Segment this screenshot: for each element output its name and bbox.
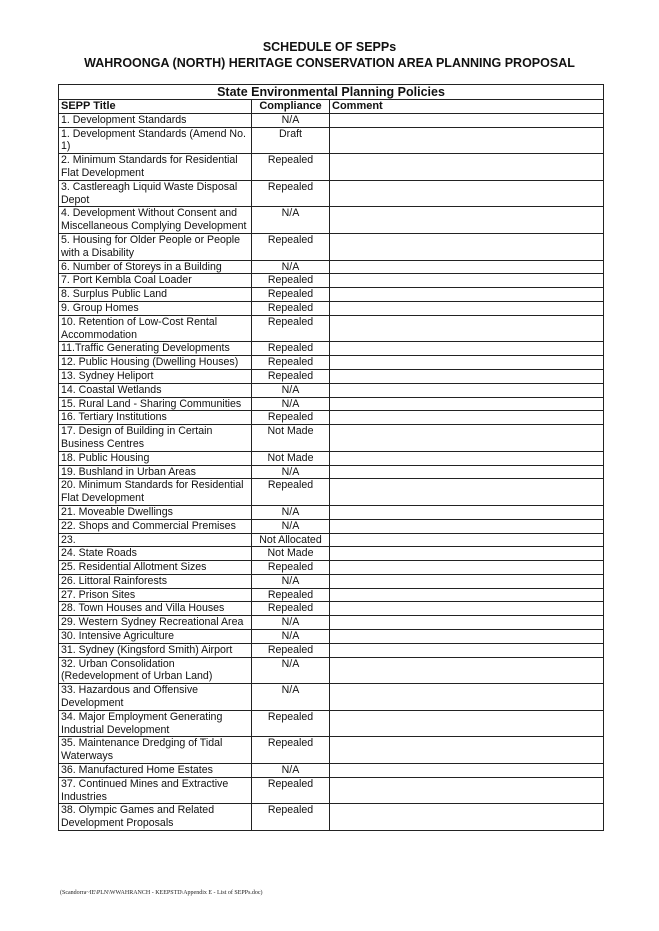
comment-cell	[330, 342, 604, 356]
sepp-title-cell: 38. Olympic Games and Related Development Proposals	[59, 804, 252, 831]
compliance-cell: N/A	[252, 657, 330, 684]
compliance-cell: Repealed	[252, 411, 330, 425]
sepp-title-cell: 31. Sydney (Kingsford Smith) Airport	[59, 643, 252, 657]
compliance-cell: Repealed	[252, 274, 330, 288]
comment-cell	[330, 154, 604, 181]
comment-cell	[330, 425, 604, 452]
compliance-cell: N/A	[252, 616, 330, 630]
table-row	[59, 233, 604, 260]
table-row	[59, 588, 604, 602]
table-row	[59, 342, 604, 356]
table-row	[59, 684, 604, 711]
sepp-title-cell: 22. Shops and Commercial Premises	[59, 519, 252, 533]
compliance-cell: N/A	[252, 574, 330, 588]
comment-cell	[330, 113, 604, 127]
sepp-title-cell: 11.Traffic Generating Developments	[59, 342, 252, 356]
sepp-title-cell: 14. Coastal Wetlands	[59, 383, 252, 397]
comment-cell	[330, 643, 604, 657]
compliance-cell: Repealed	[252, 479, 330, 506]
compliance-cell: Repealed	[252, 301, 330, 315]
table-row	[59, 804, 604, 831]
comment-cell	[330, 274, 604, 288]
sepp-title-cell: 16. Tertiary Institutions	[59, 411, 252, 425]
table-row	[59, 602, 604, 616]
document-subtitle: WAHROONGA (NORTH) HERITAGE CONSERVATION AREA PLANNING PROPOSAL	[84, 56, 575, 70]
compliance-cell: Repealed	[252, 777, 330, 804]
table-row	[59, 519, 604, 533]
compliance-cell: Repealed	[252, 602, 330, 616]
table-row	[59, 643, 604, 657]
comment-cell	[330, 588, 604, 602]
header-compliance: Compliance	[252, 100, 330, 114]
comment-cell	[330, 260, 604, 274]
table-row	[59, 547, 604, 561]
comment-cell	[330, 519, 604, 533]
table-row	[59, 154, 604, 181]
table-row	[59, 657, 604, 684]
table-row	[59, 113, 604, 127]
sepp-title-cell: 20. Minimum Standards for Residential Flat Development	[59, 479, 252, 506]
comment-cell	[330, 356, 604, 370]
comment-cell	[330, 710, 604, 737]
sepp-title-cell: 18. Public Housing	[59, 451, 252, 465]
sepp-title-cell: 33. Hazardous and Offensive Development	[59, 684, 252, 711]
compliance-cell: Repealed	[252, 561, 330, 575]
table-row	[59, 737, 604, 764]
compliance-cell: N/A	[252, 505, 330, 519]
sepp-title-cell: 12. Public Housing (Dwelling Houses)	[59, 356, 252, 370]
sepp-title-cell: 21. Moveable Dwellings	[59, 505, 252, 519]
comment-cell	[330, 315, 604, 342]
sepp-title-cell: 36. Manufactured Home Estates	[59, 764, 252, 778]
sepp-title-cell: 32. Urban Consolidation (Redevelopment of Urban Land)	[59, 657, 252, 684]
compliance-cell: N/A	[252, 630, 330, 644]
compliance-cell: Draft	[252, 127, 330, 154]
compliance-cell: N/A	[252, 207, 330, 234]
compliance-cell: Repealed	[252, 288, 330, 302]
sepp-title-cell: 24. State Roads	[59, 547, 252, 561]
sepp-title-cell: 3. Castlereagh Liquid Waste Disposal Depot	[59, 180, 252, 207]
sepp-title-cell: 13. Sydney Heliport	[59, 369, 252, 383]
sepp-title-cell: 6. Number of Storeys in a Building	[59, 260, 252, 274]
sepp-table	[58, 84, 604, 831]
compliance-cell: Not Allocated	[252, 533, 330, 547]
comment-cell	[330, 547, 604, 561]
sepp-title-cell: 29. Western Sydney Recreational Area	[59, 616, 252, 630]
sepp-title-cell: 8. Surplus Public Land	[59, 288, 252, 302]
comment-cell	[330, 451, 604, 465]
table-row	[59, 383, 604, 397]
sepp-title-cell: 1. Development Standards	[59, 113, 252, 127]
table-row	[59, 710, 604, 737]
table-row	[59, 425, 604, 452]
table-row	[59, 356, 604, 370]
compliance-cell: Repealed	[252, 588, 330, 602]
compliance-cell: Repealed	[252, 233, 330, 260]
header-comment: Comment	[330, 100, 604, 114]
sepp-title-cell: 9. Group Homes	[59, 301, 252, 315]
compliance-cell: N/A	[252, 764, 330, 778]
comment-cell	[330, 288, 604, 302]
footer-file-path: (Scandorra~IE\PLN\WWAHRANCH - KEEPSTD\Appendix E - List of SEPPs.doc)	[60, 890, 263, 896]
comment-cell	[330, 233, 604, 260]
compliance-cell: Repealed	[252, 356, 330, 370]
compliance-cell: N/A	[252, 397, 330, 411]
sepp-title-cell: 1. Development Standards (Amend No. 1)	[59, 127, 252, 154]
compliance-cell: Not Made	[252, 425, 330, 452]
sepp-title-cell: 30. Intensive Agriculture	[59, 630, 252, 644]
sepp-title-cell: 37. Continued Mines and Extractive Industries	[59, 777, 252, 804]
table-row	[59, 315, 604, 342]
comment-cell	[330, 602, 604, 616]
compliance-cell: N/A	[252, 519, 330, 533]
document-title: SCHEDULE OF SEPPs	[262, 40, 397, 54]
comment-cell	[330, 561, 604, 575]
sepp-title-cell: 25. Residential Allotment Sizes	[59, 561, 252, 575]
compliance-cell: Repealed	[252, 342, 330, 356]
sepp-title-cell: 23.	[59, 533, 252, 547]
comment-cell	[330, 207, 604, 234]
compliance-cell: N/A	[252, 684, 330, 711]
table-row	[59, 127, 604, 154]
sepp-title-cell: 7. Port Kembla Coal Loader	[59, 274, 252, 288]
comment-cell	[330, 657, 604, 684]
table-row	[59, 505, 604, 519]
compliance-cell: Not Made	[252, 547, 330, 561]
sepp-title-cell: 28. Town Houses and Villa Houses	[59, 602, 252, 616]
comment-cell	[330, 616, 604, 630]
comment-cell	[330, 630, 604, 644]
comment-cell	[330, 397, 604, 411]
comment-cell	[330, 411, 604, 425]
sepp-title-cell: 15. Rural Land - Sharing Communities	[59, 397, 252, 411]
comment-cell	[330, 180, 604, 207]
sepp-title-cell: 5. Housing for Older People or People with a Disability	[59, 233, 252, 260]
table-row	[59, 260, 604, 274]
compliance-cell: N/A	[252, 383, 330, 397]
compliance-cell: N/A	[252, 113, 330, 127]
comment-cell	[330, 764, 604, 778]
table-row	[59, 180, 604, 207]
compliance-cell: Repealed	[252, 180, 330, 207]
compliance-cell: N/A	[252, 260, 330, 274]
comment-cell	[330, 369, 604, 383]
compliance-cell: Repealed	[252, 315, 330, 342]
table-row	[59, 616, 604, 630]
sepp-title-cell: 17. Design of Building in Certain Business Centres	[59, 425, 252, 452]
table-caption: State Environmental Planning Policies	[59, 85, 604, 100]
sepp-title-cell: 2. Minimum Standards for Residential Flat Development	[59, 154, 252, 181]
comment-cell	[330, 383, 604, 397]
table-row	[59, 561, 604, 575]
header-sepp-title: SEPP Title	[59, 100, 252, 114]
sepp-title-cell: 34. Major Employment Generating Industrial Development	[59, 710, 252, 737]
table-row	[59, 274, 604, 288]
sepp-title-cell: 4. Development Without Consent and Miscellaneous Complying Development	[59, 207, 252, 234]
table-row	[59, 451, 604, 465]
table-row	[59, 301, 604, 315]
comment-cell	[330, 127, 604, 154]
table-row	[59, 479, 604, 506]
compliance-cell: N/A	[252, 465, 330, 479]
sepp-title-cell: 26. Littoral Rainforests	[59, 574, 252, 588]
compliance-cell: Repealed	[252, 643, 330, 657]
compliance-cell: Repealed	[252, 804, 330, 831]
comment-cell	[330, 465, 604, 479]
table-row	[59, 369, 604, 383]
table-row	[59, 411, 604, 425]
table-row	[59, 465, 604, 479]
compliance-cell: Not Made	[252, 451, 330, 465]
comment-cell	[330, 301, 604, 315]
comment-cell	[330, 804, 604, 831]
table-row	[59, 207, 604, 234]
table-row	[59, 288, 604, 302]
sepp-title-cell: 35. Maintenance Dredging of Tidal Waterways	[59, 737, 252, 764]
table-row	[59, 630, 604, 644]
comment-cell	[330, 533, 604, 547]
sepp-title-cell: 19. Bushland in Urban Areas	[59, 465, 252, 479]
comment-cell	[330, 505, 604, 519]
comment-cell	[330, 479, 604, 506]
table-row	[59, 574, 604, 588]
compliance-cell: Repealed	[252, 369, 330, 383]
table-row	[59, 777, 604, 804]
comment-cell	[330, 777, 604, 804]
comment-cell	[330, 684, 604, 711]
table-row	[59, 533, 604, 547]
sepp-title-cell: 10. Retention of Low-Cost Rental Accommodation	[59, 315, 252, 342]
sepp-title-cell: 27. Prison Sites	[59, 588, 252, 602]
table-row	[59, 764, 604, 778]
compliance-cell: Repealed	[252, 710, 330, 737]
compliance-cell: Repealed	[252, 154, 330, 181]
comment-cell	[330, 574, 604, 588]
table-row	[59, 397, 604, 411]
table-body	[59, 113, 604, 830]
compliance-cell: Repealed	[252, 737, 330, 764]
comment-cell	[330, 737, 604, 764]
